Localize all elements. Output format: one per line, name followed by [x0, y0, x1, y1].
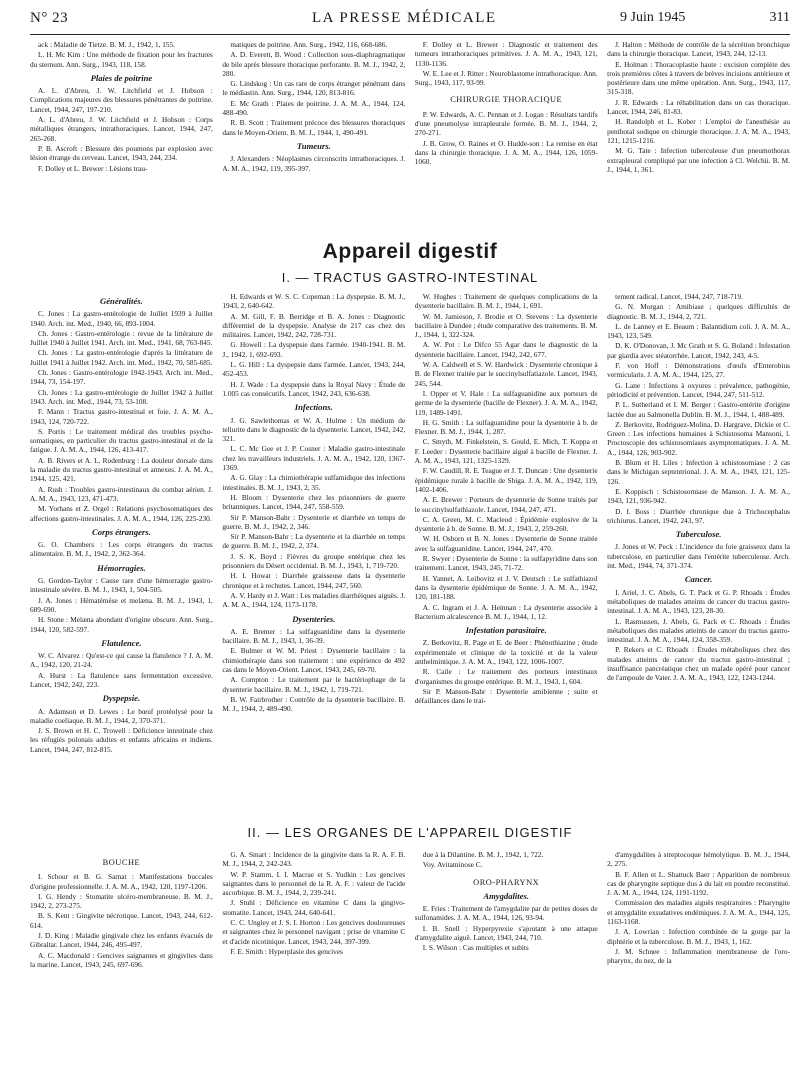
subsection-heading-1: [30, 270, 790, 285]
reference-entry: J. D. King : Maladie gingivale chez les enfants évacués de Gibraltar. Lancet, 1944, 246, 495-497.: [30, 931, 213, 950]
reference-entry: J. Alexanders : Néoplasmes circonscrits intrathoraciques. J. A. M. A., 1942, 119, 395-397.: [222, 154, 406, 173]
reference-entry: E. Koppisch : Schistosomiase de Manson. J. A. M. A., 1943, 121, 936-942.: [607, 486, 790, 506]
reference-entry: R. B. Scott : Traitement précoce des blessures thoraciques dans le Moyen-Orient. B. M. J., 1944, 1, 490-491.: [222, 118, 406, 137]
issue-date: 9 Juin 1945: [620, 10, 686, 25]
middle-columns: [30, 292, 790, 797]
reference-entry: Voy. Avitaminose C.: [422, 860, 483, 870]
heading-text: I. — TRACTUS GASTRO-INTESTINAL: [281, 270, 539, 285]
reference-entry: B. F. Allen et L. Shattuck Baer : Apparition de nombreux cas de pharyngite septique dus à du lait en poudre reconstitué. J. A. M. A., 1944, 124, 1191-1192.: [607, 869, 790, 898]
reference-entry: H. G. Smith : La sulfaguanidine pour la dysenterie à b. de Flexner. B. M. J., 1944, 1, 287.: [414, 417, 598, 437]
section-heading: Flatulence.: [101, 637, 142, 648]
reference-entry: H. Randolph et L. Kober : L'emploi de l'anesthésie au penthotal sodique en chirurgie thoracique. J. A. M. A., 1943, 121, 1215-1216.: [607, 117, 790, 145]
reference-entry: M. G. Tate : Infection tuberculeuse d'un pneumothorax extrapleural compliqué par une infection à Cl. Welchii. B. M. J., 1944, 1, 361.: [607, 146, 790, 174]
reference-entry: P. W. Edwards, A. C. Pennan et J. Logan : Résultats tardifs d'une pneumolyse intrapleurale fermée. B. M. J., 1944, 2, 270-271.: [414, 109, 598, 138]
reference-entry: L. H. Mc Kim : Une méthode de fixation pour les fractures du sternum. Ann. Surg., 1943, 118, 158.: [30, 50, 213, 69]
reference-entry: L. C. Mc Gee et J. P. Cosner : Maladie gastro-intestinale chez les travailleurs industriels. J. A. M. A., 1942, 120, 1367-1369.: [222, 444, 406, 473]
reference-entry: F. E. Smith : Hyperplasie des gencives: [230, 946, 343, 956]
reference-entry: D. K. O'Donovan, J. Mc Grath et S. G. Boland : Infestation par giardia avec stéatorrhée. Lancet, 1942, 243, 4-5.: [607, 341, 790, 360]
reference-entry: I. S. Wilson : Cas multiples et subits: [422, 943, 529, 953]
reference-entry: A. L. d'Abreu, J. W. Litchfield et J. Hobson : Complications majeures des blessures pénétrantes de poitrine. Lancet, 1944, 247, 197-210.: [30, 86, 213, 114]
reference-entry: A. Rush : Troubles gastro-intestinaux du combat aérien. J. A. M. A., 1943, 123, 471-473.: [30, 484, 213, 503]
column: [30, 292, 213, 797]
page-number: 311: [769, 10, 790, 25]
reference-entry: H. Bloom : Dysenterie chez les prisonniers de guerre britanniques. Lancet, 1944, 247, 558-559.: [222, 492, 406, 512]
reference-entry: J. Stuhl : Déficience en vitamine C dans la gingivo-stomatite. Lancet, 1943, 244, 640-641.: [222, 898, 406, 917]
reference-entry: W. H. Osborn et B. N. Jones : Dysenterie de Sonne traitée avec la sulfaguanidine. Lancet, 1944, 247, 470.: [414, 534, 598, 553]
reference-entry: A. L. d'Abreu, J. W. Litchfield et J. Hobson : Corps métalliques étrangers, intrathoraciques. Lancet, 1944, 247, 265-268.: [30, 115, 213, 143]
reference-entry: A. B. Rivers et A. L. Rodenburg : La douleur dorsale dans la maladie du tractus gastro-intestinal et annexes. J. A. M. A., 1944, 125, 421.: [30, 455, 213, 484]
reference-entry: E. Bulmer et W. M. Priest : Dysenterie bacillaire : la chimiothérapie dans son traitement : une expérience de 492 cas dans le Moyen-Orient. Lancet, 1943, 245, 69-70.: [222, 646, 406, 674]
reference-entry: A. W. Pot : Le Difco 55 Agar dans le diagnostic de la dysenterie bacillaire. Lancet, 1942, 242, 677.: [414, 340, 598, 359]
reference-entry: P. Rekers et C. Rhoads : Études métaboliques chez des malades atteints de cancer du tractus gastro-intestinal ; insuffisance pancréatique chez un malade opéré pour cancer de l'ampoule de Vater. J. A. M. A., 1943, 122, 1243-1244.: [607, 645, 790, 683]
section-heading: Plaies de poitrine: [90, 72, 153, 83]
reference-entry: ack : Maladie de Tietze. B. M. J., 1942, 1, 155.: [38, 40, 176, 49]
header-rule: [30, 34, 790, 35]
reference-entry: Commission des maladies aiguës respiratoires : Pharyngite et amygdalite exsudatives endémiques. J. A. M. A., 1944, 125, 1163-1168.: [607, 898, 790, 927]
reference-entry: H. Stone : Melæna abondant d'origine obscure. Ann. Surg., 1944, 120, 582-597.: [30, 615, 213, 634]
reference-entry: Ch. Jones : Gastro-entérologie : revue de la littérature de Juillet 1940 à Juillet 1941. Arch. int. Med., 1941, 68, 763-845.: [30, 328, 213, 348]
section-heading: Tumeurs.: [296, 140, 331, 151]
top-columns: [30, 40, 790, 230]
reference-entry: I. Ariel, J. C. Abels, G. T. Pack et G. P. Rhoads : Études métaboliques de malades atteints de cancer du tractus gastro-intestinal. J. A. M. A., 1943, 123, 28-30.: [607, 587, 790, 616]
reference-entry: A. Compton : Le traitement par le bactériophage de la dysenterie bacillaire. B. M. J., 1942, 1, 719-721.: [222, 675, 406, 694]
reference-entry: A. M. Gill, F. B. Berridge et B. A. Jones : Diagnostic différentiel de la dyspepsie. Analyse de 217 cas chez des militaires. Lancet, 1942, 242, 728-731.: [222, 311, 406, 340]
reference-entry: Ch. Jones : Gastro-entérologie 1942-1943. Arch. int. Med., 1944, 73, 154-197.: [30, 368, 213, 387]
section-heading: Infections.: [294, 402, 333, 413]
reference-entry: J. A. Lowrian : Infection combinée de la gorge par la diphtérie et la tuberculose. B. M. J., 1943, 1, 162.: [607, 927, 790, 946]
reference-entry: E. Fries : Traitement de l'amygdalite par de petites doses de sulfonamides. J. A. M. A., 1944, 126, 93-94.: [414, 904, 598, 923]
reference-entry: F. Dolley et L. Brewer : Lésions trau-: [38, 163, 148, 173]
section-heading: Généralités.: [100, 296, 143, 306]
column: [415, 40, 598, 230]
reference-entry: Sir P. Manson-Bahr : Dysenterie amibienne ; suite et défaillances dans le trai-: [414, 686, 598, 706]
reference-entry: D. I. Boss : Diarrhée chronique due à Trichocephalus trichiurus. Lancet, 1942, 243, 97.: [607, 506, 790, 525]
reference-entry: C. Smyth, M. Finkelstein, S. Gould, E. Mich, T. Koppa et F. Leeder : Dysenterie bacillaire aiguë à bacille de Flexner. J. A. M. A., 1943, 121, 1325-1329.: [414, 437, 598, 466]
section-title: Appareil digestif: [322, 240, 498, 263]
reference-entry: F. W. Caudill, R. E. Teague et J. T. Duncan : Une dysenterie épidémique rurale à bacille de Shiga. J. A. M. A., 1942, 119, 1402-1406.: [414, 466, 598, 494]
column: [415, 850, 598, 1078]
column: [222, 40, 405, 230]
reference-entry: I. Opper et V. Hale : La sulfaguanidine aux porteurs de germe de la dysenterie (bacille de Flexner). J. A. M. A., 1942, 119, 1489-1491.: [414, 388, 598, 417]
subsection-heading-2: [30, 825, 790, 840]
section-heading: Infestation parasitaire.: [465, 625, 547, 636]
reference-entry: W. Hughes : Traitement de quelques complications de la dysenterie bacillaire. B. M. J., 1944, 1, 691.: [414, 292, 598, 311]
reference-entry: P. B. Ascroft : Blessure des poumons par explosion avec lésion étrange du cerveau. Lancet, 1943, 244, 234.: [30, 143, 213, 163]
reference-entry: J. Halton : Méthode de contrôle de la sécrétion bronchique dans la chirurgie thoracique. Lancet, 1943, 244, 12-13.: [607, 40, 790, 59]
reference-entry: J. M. Schnee : Inflammation membraneuse de l'oro-pharynx, du nez, de la: [607, 946, 790, 966]
column: [30, 40, 213, 230]
reference-entry: J. B. Grow, O. Raines et O. Hudde-son : La remise en état dans la chirurgie thoracique. J. A. M. A., 1944, 126, 1059-1060.: [414, 138, 598, 167]
reference-entry: I. G. Hendy : Stomatite ulcéro-membraneuse. B. M. J., 1942, 2, 273-275.: [30, 891, 213, 911]
reference-entry: matiques de poitrine. Ann. Surg., 1942, 116, 668-686.: [230, 40, 388, 49]
reference-entry: H. Yannet, A. Leibovitz et J. V. Deutsch : Le sulfathiazol dans la dysenterie épidémique de Sonne. J. A. M. A., 1942, 120, 181-188.: [414, 573, 598, 602]
reference-entry: B. S. Kent : Gingivite nécrotique. Lancet, 1943, 244, 612-614.: [30, 911, 213, 930]
reference-entry: due à la Dilantine. B. M. J., 1942, 1, 722.: [422, 850, 544, 859]
reference-entry: W. A. Caldwell et S. W. Hardwick : Dysenterie chronique à B. de Flexner traitée par le succinylsulfatiazole. Lancet, 1943, 245, 544.: [414, 360, 598, 388]
reference-entry: d'amygdalites à streptocoque hémolytique. B. M. J., 1944, 2, 275.: [607, 850, 790, 869]
column: [607, 40, 790, 230]
reference-entry: J. S. Brown et H. C. Trowell : Déficience intestinale chez les réfugiés polonais adultes et enfants africains et indiens. Lancet, 1944, 247, 812-815.: [30, 726, 213, 754]
reference-entry: C. A. Green, M. C. Macleod : Épidémie explosive de la dysenterie à b. de Sonne. B. M. J., 1943, 2, 259-260.: [414, 514, 598, 534]
reference-entry: G. Howell : La dyspepsie dans l'armée. 1940-1941. B. M. J., 1942, 1, 692-693.: [222, 340, 406, 359]
reference-entry: R. Swyer : Dysenterie de Sonne : la sulfapyridine dans son traitement. Lancet, 1943, 245, 71-72.: [414, 554, 598, 573]
heading-text: II. — LES ORGANES DE L'APPAREIL DIGESTIF: [247, 825, 573, 840]
reference-entry: Ch. Jones : La gastro-entérologie d'après la littérature de Juillet 1941 à Juillet 1942. Arch. int. Med., 1942, 70, 585-685.: [30, 348, 213, 367]
reference-entry: A. V. Hardy et J. Watt : Les maladies diarrhéiques aiguës. J. A. M. A., 1944, 124, 1173-1178.: [222, 590, 406, 610]
reference-entry: R. Caile : Le traitement des porteurs intestinaux d'organismes du groupe entérique. B. M. J., 1943, 1, 604.: [414, 667, 598, 686]
section-heading: Cancer.: [684, 574, 713, 585]
reference-entry: A. D. Everett, B. Wood : Collection sous-diaphragmatique de bile après blessure thoracique perforante. B. M. J., 1942, 2, 280.: [222, 50, 406, 78]
reference-entry: P. L. Sutherland et I. M. Berger : Gastro-entérite d'origine lactée due au Salmonella Dublin. B. M. J., 1944, 1, 488-489.: [607, 400, 790, 419]
section-heading: Hémorragies.: [97, 562, 146, 573]
reference-entry: W. E. Lee et J. Ritter : Neuroblastome intrathoracique. Ann. Surg., 1943, 117, 93-99.: [414, 68, 598, 88]
column: [415, 292, 598, 797]
section-heading: BOUCHE: [102, 858, 141, 867]
reference-entry: F. von Hoff : Démonstrations d'œufs d'Enterobius vermicularis. J. A. M. A., 1944, 125, 27.: [607, 361, 790, 380]
reference-entry: W. M. Jamieson, J. Brodie et O. Stevens : La dysenterie bacillaire à Dundee ; étude comparative des traitements. B. M. J., 1944, 1, 322-324.: [414, 311, 598, 340]
reference-entry: J. A. Jones : Hématémèse et melæna. B. M. J., 1943, 1, 689-690.: [30, 595, 213, 614]
reference-entry: G. Lane : Infections à oxyures : prévalence, pathogénie, périodicité et prévention. Lancet, 1944, 247, 511-512.: [607, 380, 790, 399]
column: [222, 850, 405, 1078]
reference-entry: A. C. Macdonald : Gencives saignantes et gingivites dans la marine. Lancet, 1943, 245, 697-696.: [30, 950, 213, 969]
reference-entry: Z. Berkovitz, R. Page et E. de Beer : Phénothiazine ; étude expérimentale et clinique de la toxicité et de la valeur anthelmintique. J. A. M. A., 1943, 122, 1006-1007.: [414, 638, 598, 666]
column: [607, 292, 790, 797]
reference-entry: G. O. Chambers : Les corps étrangers du tractus alimentaire. B. M. J., 1942, 2, 362-364.: [30, 540, 213, 559]
reference-entry: tement radical. Lancet, 1944, 247, 718-719.: [615, 292, 743, 301]
reference-entry: H. Edwards et W. S. C. Copeman : La dyspepsie. B. M. J., 1943, 2, 640-642.: [222, 292, 406, 311]
column: [30, 850, 213, 1078]
reference-entry: A. G. Glay : La chimiothérapie sulfamidique des infections intestinales. B. M. J., 1943, 2, 35.: [222, 473, 406, 492]
section-heading: Corps étrangers.: [92, 526, 151, 537]
reference-entry: I. Schour et B. G. Sarnat : Manifestations buccales d'origine professionnelle. J. A. M. A., 1942, 120, 1197-1206.: [30, 872, 213, 891]
reference-entry: J. R. Edwards : La réhabilitation dans un cas thoracique. Lancet, 1944, 246, 81-83.: [607, 97, 790, 117]
reference-entry: A. Adamson et D. Lewes : Le bœuf protéolysé pour la maladie coeliaque. B. M. J., 1944, 2, 370-371.: [30, 706, 213, 725]
journal-title: LA PRESSE MÉDICALE: [312, 10, 497, 26]
reference-entry: F. Dolley et L. Brewer : Diagnostic et traitement des tumeurs intrathoraciques primitives. J. A. M. A., 1943, 121, 1130-1136.: [414, 40, 598, 68]
reference-entry: G. N. Morgan : Amibiase ; quelques difficultés de diagnostic. B. M. J., 1944, 2, 721.: [607, 302, 790, 321]
reference-entry: B. W. Fairbrother : Contrôle de la dysenterie bacillaire. B. M. J., 1944, 2, 489-490.: [222, 694, 406, 714]
reference-entry: E. Holman : Thoracoplastie haute : excision complète des trois premières côtes à travers de brèves incisions antérieure et postérieure dans une même opération. Ann. Surg., 1943, 117, 315-318.: [607, 59, 790, 97]
reference-entry: L. de Lanney et E. Beaum : Balantidium coli. J. A. M. A., 1943, 123, 549.: [607, 321, 790, 341]
reference-entry: G. A. Smart : Incidence de la gingivite dans la R. A. F. B. M. J., 1944, 2, 242-243.: [222, 850, 406, 869]
reference-entry: J. G. Sawlethomas et W. A. Hulme : Un médium de tellurite dans le diagnostic de la dysenterie. Lancet, 1942, 242, 321.: [222, 415, 406, 444]
running-header: [30, 4, 790, 32]
reference-entry: B. Blum et H. Liles : Infection à schistosomiase : 2 cas dans le Michigan septentrional. J. A. M. A., 1943, 121, 125-126.: [607, 458, 790, 486]
column: [222, 292, 405, 797]
column: [607, 850, 790, 1078]
reference-entry: Ch. Jones : La gastro-entérologie de Juillet 1942 à Juillet 1943. Arch. int. Med., 1944, 73, 53-108.: [30, 387, 213, 406]
reference-entry: C. C. Ungley et J. S. I. Horton : Les gencives douloureuses et saignantes chez le personnel navigant ; prise de vitamine C et d'acide nicotinique. Lancet, 1943, 244, 397-399.: [222, 918, 406, 946]
reference-entry: W. P. Stamm, I. I. Macrae et S. Yudkin : Les gencives saignantes dans le personnel de la R. A. F. : valeur de l'acide ascorbique. B. M. J., 1944, 2, 239-241.: [222, 869, 406, 898]
section-heading: Dyspepsie.: [102, 693, 141, 704]
bottom-columns: [30, 850, 790, 1078]
section-heading: CHIRURGIE THORACIQUE: [450, 95, 563, 105]
reference-entry: Z. Berkovitz, Rodriguez-Molina, D. Hargrave, Dickie et C. Green : Les infections humaines à Schistosoma Mansoni, l. Proctoscopie des schistosomiases asymptomatiques. J. A. M. A., 1944, 126, 903-902.: [607, 419, 790, 457]
reference-entry: H. I. Howat : Diarrhée graisseuse dans la dysenterie chronique et à rechutes. Lancet, 1944, 247, 560.: [222, 571, 406, 590]
reference-entry: A. E. Bremer : La sulfaguanidine dans la dysenterie bacillaire. B. M. J., 1943, 1, 36-39.: [222, 626, 406, 646]
reference-entry: S. Portis : Le traitement médical des troubles psycho-somatiques, en particulier du tractus gastro-intestinal et de la fatigue. J. A. M. A., 1944, 126, 413-417.: [30, 426, 213, 455]
reference-entry: Sir P. Manson-Bahr : La dysenterie et la diarrhée en temps de guerre. B. M. J., 1942, 2, 374.: [222, 532, 406, 551]
reference-entry: F. Mann : Tractus gastro-intestinal et foie. J. A. M. A., 1943, 124, 720-722.: [30, 407, 213, 426]
reference-entry: A. Hurst : La flatulence sans fermentation excessive. Lancet, 1942, 242, 223.: [30, 670, 213, 689]
reference-entry: A. C. Ingram et J. A. Heinnan : La dysenterie associée à Bacterium alcalescence B. M. J., 1944, 1, 12.: [414, 602, 598, 621]
section-heading: ORO-PHARYNX: [473, 877, 540, 887]
reference-entry: J. Jones et W. Peck : L'incidence du foie graisseux dans la tuberculose, en particulier dans l'entérite tuberculeuse. Arch. int. Med., 1944, 74, 371-374.: [607, 542, 790, 571]
section-heading: Amygdalites.: [483, 890, 529, 901]
reference-entry: W. C. Alvarez : Qu'est-ce qui cause la flatulence ? J. A. M. A., 1942, 120, 21-24.: [30, 651, 213, 670]
reference-entry: H. J. Wade : La dyspepsie dans la Royal Navy : Étude de 1.005 cas consécutifs. Lancet, 1942, 243, 636-638.: [222, 379, 406, 398]
reference-entry: L. G. Hill : La dyspepsie dans l'armée. Lancet, 1943, 244, 452-453.: [222, 360, 406, 379]
reference-entry: E. Mc Grath : Plaies de poitrine. J. A. M. A., 1944, 124, 488-490.: [222, 98, 406, 118]
reference-entry: M. Yorhans et Z. Orgel : Relations psychosomatiques des affections gastro-intestinales. J. A. M. A., 1944, 126, 225-230.: [30, 504, 213, 523]
section-heading: Tuberculose.: [675, 529, 722, 540]
reference-entry: Sir P. Manson-Bahr : Dysenterie et diarrhée en temps de guerre. B. M. J., 1942, 2, 346.: [222, 512, 406, 531]
reference-entry: J. S. K. Boyd : Fièvres du groupe entérique chez les prisonniers du Désert occidental. B. M. J., 1943, 1, 719-720.: [222, 551, 406, 571]
reference-entry: G. Lindskog : Un cas rare de corps étranger pénétrant dans le médiastin. Ann. Surg., 1944, 120, 813-816.: [222, 79, 406, 98]
reference-entry: C. Jones : La gastro-entérologie de Juillet 1939 à Juillet 1940. Arch. int. Med., 1940, 66, 893-1004.: [30, 309, 213, 328]
section-heading: Dysenteries.: [292, 613, 336, 624]
reference-entry: L. Rasmussen, J. Abels, G. Pack et C. Rhoads : Études métaboliques des malades atteints de cancer du tractus gastro-intestinal. J. A. M. A., 1944, 124, 358-359.: [607, 616, 790, 645]
reference-entry: A. E. Brewer : Porteurs de dysenterie de Sonne traités par le succinylsulfathiazole. Lancet, 1944, 247, 471.: [414, 495, 598, 514]
reference-entry: I. B. Snell : Hyperpyrexie s'ajoutant à une attaque d'amygdalite aiguë. Lancet, 1943, 244, 710.: [414, 923, 598, 943]
reference-entry: G. Gordon-Taylor : Cause rare d'une hémorragie gastro-intestinale sévère. B. M. J., 1943, 1, 504-505.: [30, 576, 213, 595]
issue-number: N° 23: [30, 10, 69, 26]
